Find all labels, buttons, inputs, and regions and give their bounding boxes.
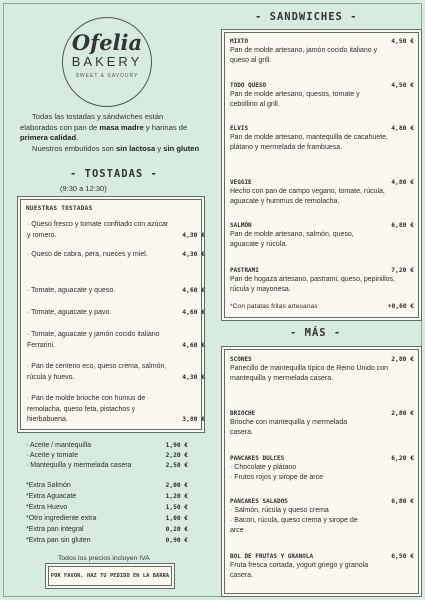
- mas-item: PANCAKES DULCES · Chocolate y plátano · Frutos rojos y sirope de arce 6,20 €: [230, 455, 414, 481]
- tostada-item: · Tomate, aguacate y queso. 4,60 €: [27, 287, 205, 294]
- extra-item: *Otro ingrediente extra 1,00 €: [26, 515, 188, 522]
- tostada-item: · Queso fresco y tomate confitado con azúcar y romero. 4,30 €: [27, 221, 205, 239]
- basic-item: · Aceite / mantequilla 1,90 €: [26, 442, 188, 449]
- sandwich-item: MIXTO Pan de molde artesano, jamón cocido italiano y queso al grill. 4,50 €: [230, 38, 414, 64]
- tostada-item: · Pan de molde brioche con humus de remolacha, queso feta, pistachos y hierbabuena. 3,80 €: [27, 395, 205, 423]
- extra-item: *Extra pan integral 0,20 €: [26, 526, 188, 533]
- bakery-logo: [62, 17, 152, 107]
- extra-item: *Extra Huevo 1,50 €: [26, 504, 188, 511]
- tostadas-hours: (9:30 a 12:30): [60, 184, 107, 193]
- tostadas-box: [20, 199, 205, 430]
- sandwich-item: VEGGIE Hecho con pan de campo vegano, tomate, rúcula, aguacate y hummus de remolacha. 4,80 €: [230, 179, 414, 205]
- sandwich-item: SALMÓN Pan de molde artesano, salmón, queso, aguacate y rúcula. 6,80 €: [230, 222, 414, 248]
- mas-item: BOL DE FRUTAS Y GRANOLA Fruta fresca cortada, yogurt griego y granola casera. 6,50 €: [230, 553, 414, 579]
- basic-item: · Mantequilla y mermelada casera 2,50 €: [26, 462, 188, 469]
- order-at-bar-button: POR FAVOR, HAZ TU PEDIDO EN LA BARRA: [48, 566, 172, 586]
- tostada-item: · Tomate, aguacate y jamón cocido italiano Ferrarini. 4,60 €: [27, 331, 205, 349]
- extra-item: *Extra pan sin gluten 0,90 €: [26, 537, 188, 544]
- mas-item: SCONES Panecillo de mantequilla típico de Reino Unido con mantequilla y mermelada casera. 2,80 €: [230, 356, 414, 382]
- tostadas-title: - TOSTADAS -: [70, 168, 158, 180]
- logo-tagline: SWEET & SAVOURY: [75, 73, 139, 79]
- mas-item: PANCAKES SALADOS · Salmón, rúcula y queso crema · Bacon, rúcula, queso crema y sirope de arce 6,80 €: [230, 498, 414, 534]
- mas-box: [224, 349, 419, 594]
- sandwiches-box: [224, 32, 419, 318]
- logo-word: BAKERY: [71, 54, 143, 69]
- tostada-item: · Pan de centeno eco, queso crema, salmón, rúcula y huevo. 4,30 €: [27, 363, 205, 381]
- basic-item: · Aceite y tomate 2,20 €: [26, 452, 188, 459]
- logo-name: Ofelia: [71, 30, 143, 55]
- tostada-item: · Tomate, aguacate y pavo. 4,60 €: [27, 309, 205, 316]
- sandwich-extra: *Con patatas fritas artesanas +0,60 €: [230, 303, 414, 310]
- intro-paragraph-1: Todas las tostadas y sándwiches están elaborados con pan de masa madre y harinas de primera calidad.: [20, 112, 188, 143]
- tostada-item: · Queso de cabra, pera, nueces y miel. 4,30 €: [27, 251, 205, 258]
- intro-paragraph-2: Nuestros embutidos son sin lactosa y sin gluten: [32, 143, 200, 153]
- sandwich-item: PASTRAMI Pan de hogaza artesano, pastrami, queso, pepinillos, rúcula y mayonesa. 7,20 €: [230, 267, 414, 293]
- intro-text: [20, 112, 200, 154]
- extra-item: *Extra Salmón 2,00 €: [26, 482, 188, 489]
- iva-note: Todos los precios incluyen IVA: [58, 555, 150, 562]
- tostadas-box-title: NUESTRAS TOSTADAS: [26, 205, 93, 212]
- mas-item: BRIOCHE Brioche con mantequilla y mermelada casera. 2,80 €: [230, 410, 414, 436]
- extra-item: *Extra Aguacate 1,20 €: [26, 493, 188, 500]
- sandwich-item: ELVIS Pan de molde artesano, mantequilla de cacahuete, plátano y mermelada de frambuesa. 4,80 €: [230, 125, 414, 151]
- sandwiches-title: - SANDWICHES -: [255, 11, 358, 23]
- sandwich-item: TODO QUESO Pan de molde artesano, quesos, tomate y cebollino al grill. 4,50 €: [230, 82, 414, 108]
- mas-title: - MÁS -: [290, 327, 342, 339]
